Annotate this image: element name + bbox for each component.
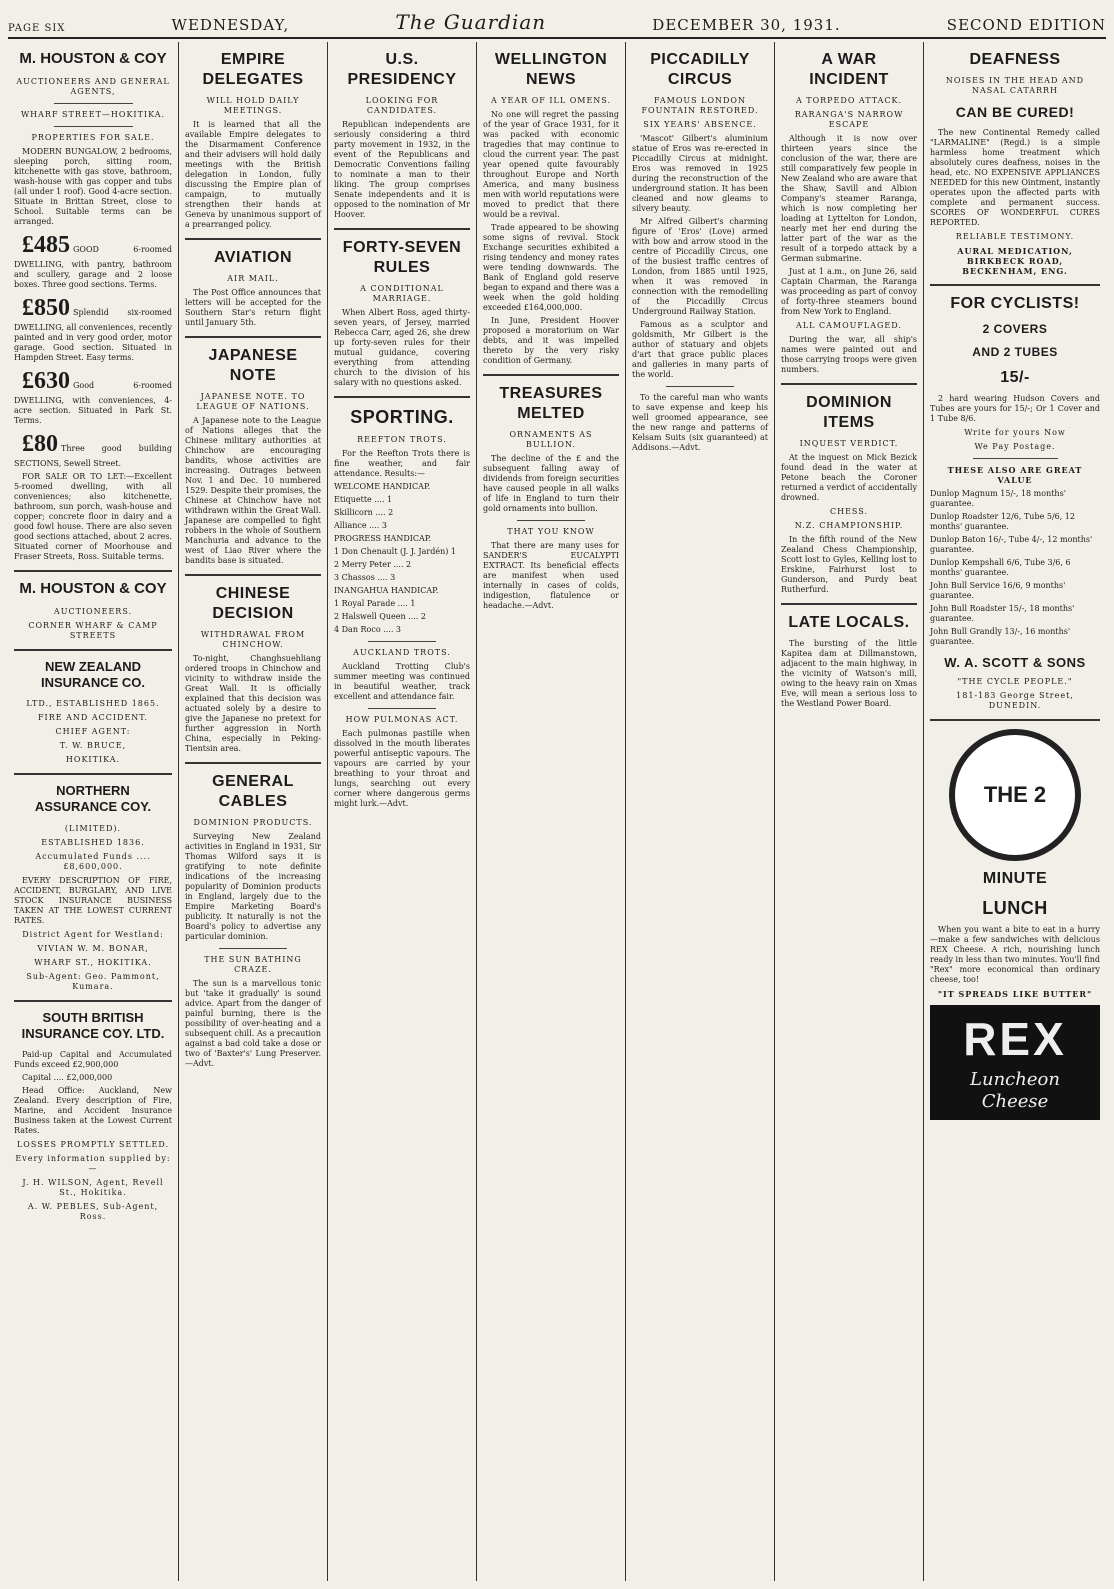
- tyre-item: Dunlop Magnum 15/-, 18 months' guarantee.: [930, 488, 1066, 508]
- article-text: Republican independents are seriously considering a third party movement in 1932, in the event of the Republicans and Democratic Conventions failing to nominate a man to their liking. The group comprises Senate independents and it is opposed to the nomination of Mr Hoover.: [334, 120, 470, 219]
- subhead: N.Z. CHAMPIONSHIP.: [794, 521, 904, 530]
- race-line: Skillicorn .... 2: [334, 507, 394, 517]
- divider: [368, 708, 436, 709]
- subhead: AIR MAIL.: [227, 274, 279, 283]
- subhead: RARANGA'S NARROW ESCAPE: [794, 110, 904, 129]
- scott-sub: "THE CYCLE PEOPLE.": [957, 676, 1073, 686]
- deafness-text: The new Continental Remedy called "LARMALINE" (Regd.) is a simple harmless home treatment which absolutely cures deafness, noises in the head, etc. NO EXPENSIVE APPLIANCES NEEDED for this new Ointment, instantly operates upon the affected parts with complete and permanent success. SCORES OF WONDERFUL CURES REPORTED.: [930, 127, 1100, 227]
- headline: SPORTING.: [350, 407, 454, 427]
- divider: [14, 570, 172, 572]
- column-3: [328, 42, 477, 1581]
- property-text: GOOD 6-roomed DWELLING, with pantry, bathroom and scullery, garage and 2 loose boxes. Three good sections. Terms.: [14, 244, 172, 289]
- column-5: [626, 42, 775, 1581]
- divider: [185, 238, 321, 240]
- firm-name: M. HOUSTON & COY: [19, 579, 167, 597]
- rex-text: When you want a bite to eat in a hurry—make a few sandwiches with delicious REX Cheese. A rich, nourishing lunch ready in less than two minutes. You'll find "Rex" more economical than ordinary cheese, too!: [930, 925, 1100, 985]
- write-now: Write for yours Now: [964, 427, 1066, 437]
- minute-text: MINUTE: [982, 869, 1048, 887]
- north-line: District Agent for Westland:: [22, 929, 164, 939]
- sb-line: J. H. WILSON, Agent, Revell St., Hokitika.: [22, 1178, 164, 1197]
- north-line: Accumulated Funds .... £8,600,000.: [35, 851, 151, 871]
- article-text: A Japanese note to the League of Nations alleges that the Chinese military authorities at Chinchow are encouraging bandits, whose activities are increasing. Outrages between Nov. 1 and Dec. 10 numbered 1529. Despite their promises, the Chinese at Chinchow have not withdrawn within the Great Wall. Japanese are compelled to fight robbers in the whole of Southern Manchuria and advance to the west of Liao River where the bandits base is situated.: [185, 416, 321, 565]
- race-line: 1 Don Chenault (J. J. Jardén) 1: [334, 546, 456, 556]
- article-text: 'Mascot' Gilbert's aluminium statue of Eros was re-erected in Piccadilly Circus at midnight. Eros was removed in 1925 during the reconstruction of the underground station. It has been cleaned and now gleams to silvery beauty.: [632, 134, 768, 213]
- divider: [185, 336, 321, 338]
- column-7: [924, 42, 1106, 1581]
- article-text: Auckland Trotting Club's summer meeting was continued in beautiful weather, track excellent and attendance fair.: [334, 661, 470, 701]
- subhead: CHESS.: [829, 507, 868, 516]
- article-text: The decline of the £ and the subsequent falling away of dividends from foreign securities have caused people in all walks of life in England to turn their gold ornaments into bullion.: [483, 454, 619, 513]
- article-text: During the war, all ship's names were painted out and those carrying troops were given numbers.: [781, 335, 917, 374]
- scott-name: W. A. SCOTT & SONS: [944, 654, 1086, 670]
- sb-line: A. W. PEBLES, Sub-Agent, Ross.: [27, 1202, 159, 1221]
- sb-line: LOSSES PROMPTLY SETTLED.: [16, 1140, 170, 1149]
- firm-line: AUCTIONEERS.: [53, 606, 133, 616]
- masthead-paper: The Guardian: [395, 10, 547, 34]
- property-listing: [14, 429, 172, 469]
- south-british-name: SOUTH BRITISH INSURANCE COY. LTD.: [21, 1009, 165, 1041]
- article-text: To-night, Changhsuehliang ordered troops in Chinchow and vicinity to withdraw inside the Great Wall. It is officially explained that this decision was actuated solely by a desire to give the Japanese no pretext for further aggression in North China, especially in Peking-Tientsin area.: [185, 654, 321, 753]
- subhead: WITHDRAWAL FROM CHINCHOW.: [200, 630, 306, 649]
- race-line: Etiquette .... 1: [334, 494, 393, 504]
- cyclists-headline: FOR CYCLISTS!: [950, 294, 1080, 312]
- masthead-edition: SECOND EDITION: [946, 16, 1106, 34]
- headline: EMPIRE DELEGATES: [202, 51, 304, 88]
- divider: [14, 1000, 172, 1002]
- north-line: EVERY DESCRIPTION OF FIRE, ACCIDENT, BURGLARY, AND LIVE STOCK INSURANCE BUSINESS TAKEN AT THE LOWEST CURRENT RATES.: [14, 875, 172, 925]
- divider: [54, 126, 133, 127]
- divider: [334, 396, 470, 398]
- price: £80: [22, 430, 58, 457]
- rex-logo: [930, 1005, 1100, 1120]
- divider: [185, 574, 321, 576]
- firm-line: AUCTIONEERS AND GENERAL AGENTS,: [16, 76, 170, 96]
- divider: [930, 284, 1100, 286]
- price: £630: [22, 367, 70, 394]
- masthead: [8, 6, 1106, 39]
- article-text: Just at 1 a.m., on June 26, said Captain Charman, the Raranga was proceeding as part of convoy of forty-three steamers bound from New York to England.: [781, 267, 917, 316]
- article-text: The Post Office announces that letters will be accepted for the Southern Star's return flight until January 5th.: [185, 288, 321, 327]
- clock-text: THE 2: [983, 782, 1047, 807]
- subhead: HOW PULMONAS ACT.: [345, 714, 459, 724]
- headline: FORTY-SEVEN RULES: [342, 239, 462, 276]
- tyre-item: John Bull Roadster 15/-, 18 months' guarantee.: [930, 603, 1075, 623]
- firm-line: WHARF STREET—HOKITIKA.: [20, 109, 166, 119]
- rex-brand: REX: [963, 1013, 1067, 1066]
- article-text: The sun is a marvellous tonic but 'take it gradually' is sound advice. Apart from the danger of painful burning, there is the possibility of over-heating and a subsequent chill. As a precaution against a bad cold take a dose or two of 'Baxter's' Lung Preserver.—Advt.: [185, 979, 321, 1068]
- cured-headline: CAN BE CURED!: [955, 104, 1075, 120]
- scott-address: 181-183 George Street, DUNEDIN.: [956, 690, 1074, 710]
- article-text: Although it is now over thirteen years since the conclusion of the war, there are still comparatively few people in New Zealand who are aware that the Shaw, Savill and Albion Company's steamer Raranga, which is now completing her loading at Lyttelton for London, nearly met her end during the latter part of the war as the result of a torpedo attack by a German submarine.: [781, 134, 917, 263]
- sb-line: Head Office: Auckland, New Zealand. Every description of Fire, Marine, and Accident Insurance Business taken at the Lowest Current Rates.: [14, 1086, 172, 1135]
- ins-line: CHIEF AGENT:: [55, 727, 131, 736]
- divider: [368, 641, 436, 642]
- masthead-day: WEDNESDAY,: [171, 16, 290, 34]
- insurance-name: NEW ZEALAND INSURANCE CO.: [40, 658, 145, 690]
- divider: [781, 603, 917, 605]
- ins-line: T. W. BRUCE,: [59, 741, 127, 750]
- article-text: Surveying New Zealand activities in England in 1931, Sir Thomas Wilford says it is gratifying to note definite indications of the increasing popularity of Dominion products in England, largely due to the Empire Marketing Board's publicity. It naturally is not the Board's policy to advertise any particular dominion.: [185, 832, 321, 941]
- column-6: [775, 42, 924, 1581]
- headline: A WAR INCIDENT: [809, 51, 889, 88]
- race-line: INANGAHUA HANDICAP.: [334, 585, 439, 595]
- subhead: SIX YEARS' ABSENCE.: [643, 120, 757, 129]
- north-line: Sub-Agent: Geo. Pammont, Kumara.: [26, 971, 160, 991]
- north-line: WHARF ST., HOKITIKA.: [34, 957, 152, 967]
- property-listing: [14, 293, 172, 363]
- property-text: Good 6-roomed DWELLING, with conveniences, 4-acre section. Situated in Park St. Terms.: [14, 380, 172, 425]
- article-text: Each pulmonas pastille when dissolved in the mouth liberates powerful antiseptic vapours. The vapours are carried by your breathing to your throat and lungs, searching out every corner where dangerous germs might lurk.—Advt.: [334, 728, 470, 808]
- article-text: To the careful man who wants to save expense and keep his well groomed appearance, see the new range and patterns of Kelsam Suits (six guaranteed) at Addisons.—Advt.: [632, 393, 768, 452]
- north-line: VIVIAN W. M. BONAR,: [37, 943, 149, 953]
- reliable: RELIABLE TESTIMONY.: [955, 231, 1075, 241]
- tyre-item: Dunlop Kempshall 6/6, Tube 3/6, 6 months' guarantee.: [930, 557, 1071, 577]
- divider: [54, 103, 133, 104]
- divider: [185, 762, 321, 764]
- cycle-text: 2 hard wearing Hudson Covers and Tubes are yours for 15/-; Or 1 Cover and 1 Tube 8/6.: [930, 393, 1100, 423]
- subhead: DOMINION PRODUCTS.: [193, 818, 313, 827]
- headline: U.S. PRESIDENCY: [347, 51, 457, 88]
- column-4: [477, 42, 626, 1581]
- race-line: 4 Dan Roco .... 3: [334, 624, 401, 634]
- sb-line: Paid-up Capital and Accumulated Funds exceed £2,900,000: [14, 1050, 172, 1069]
- bungalow-text: MODERN BUNGALOW, 2 bedrooms, sleeping porch, sitting room, kitchenette with gas stove, bathroom, wash-house with gas copper and tubs (all under 1 roof). Good 4-acre section. Situate in Brittan Street, close to School. Suitable terms can be arranged.: [14, 146, 172, 226]
- headline: JAPANESE NOTE: [208, 347, 298, 384]
- spreads-text: "IT SPREADS LIKE BUTTER": [937, 989, 1093, 1000]
- divider: [219, 948, 287, 949]
- divider: [483, 374, 619, 376]
- race-line: 2 Halswell Queen .... 2: [334, 611, 426, 621]
- lunch-text: LUNCH: [982, 897, 1048, 918]
- price: £485: [22, 231, 70, 258]
- ins-line: FIRE AND ACCIDENT.: [38, 713, 148, 722]
- firm-name: M. HOUSTON & COY: [19, 50, 167, 67]
- property-listing: [14, 230, 172, 290]
- value-headline: THESE ALSO ARE GREAT VALUE: [947, 464, 1083, 485]
- article-text: Famous as a sculptor and goldsmith, Mr Gilbert is the author of statuary and objets d'art that grace public places and galleries in many parts of the world.: [632, 320, 768, 379]
- divider: [334, 228, 470, 230]
- divider: [973, 458, 1058, 459]
- north-line: (LIMITED).: [64, 823, 122, 833]
- price: £850: [22, 294, 70, 321]
- for-sale-text: FOR SALE OR TO LET:—Excellent 5-roomed dwelling, with all conveniences; also kitchenette, bathroom, sun porch, wash-house and copper; concrete floor in dairy and a good fowl house. There are also seven good sections attached, about 2 acres. Situated corner of Moorhouse and Fraser Streets, Ross. Suitable terms.: [14, 471, 172, 561]
- divider: [666, 386, 734, 387]
- headline: LATE LOCALS.: [788, 614, 910, 631]
- masthead-date: DECEMBER 30, 1931.: [652, 16, 841, 34]
- address: AURAL MEDICATION, BIRKBECK ROAD, BECKENHAM, ENG.: [957, 245, 1073, 276]
- tyre-item: John Bull Service 16/6, 9 months' guarantee.: [930, 580, 1066, 600]
- firm-line: CORNER WHARF & CAMP STREETS: [28, 620, 158, 640]
- postage: We Pay Postage.: [974, 441, 1056, 451]
- subhead: FAMOUS LONDON FOUNTAIN RESTORED.: [641, 96, 759, 115]
- headline: GENERAL CABLES: [212, 773, 294, 810]
- subhead: A YEAR OF ILL OMENS.: [490, 96, 612, 105]
- article-text: The bursting of the little Kapitea dam at Dillmanstown, adjacent to the main highway, in the vicinity of Watson's mill, owing to the heavy rain on Xmas Eve, will mean a serious loss to the Westland Power Board.: [781, 639, 917, 708]
- race-line: PROGRESS HANDICAP.: [334, 533, 432, 543]
- subhead: INQUEST VERDICT.: [799, 439, 899, 448]
- divider: [781, 383, 917, 385]
- subhead: ORNAMENTS AS BULLION.: [509, 430, 593, 449]
- clock-icon: [949, 729, 1081, 861]
- property-listing: [14, 366, 172, 426]
- subhead: LOOKING FOR CANDIDATES.: [365, 96, 439, 115]
- article-text: It is learned that all the available Empire delegates to the Disarmament Conference and their advisers will hold daily meetings with the British delegation in London, fully discussing the Empire plan of campaign, to mutually strengthen their hands at Geneva by unanimous support of a prearranged policy.: [185, 120, 321, 229]
- divider: [14, 773, 172, 775]
- article-text: In June, President Hoover proposed a moratorium on War debts, and it was impelled thereto by the very risky condition of Germany.: [483, 316, 619, 365]
- firm-line: PROPERTIES FOR SALE.: [31, 132, 155, 142]
- article-text: Trade appeared to be showing some signs of revival. Stock Exchange securities exhibited a rising tendency and money rates were tending downwards. The Bank of England gold reserve began to expand and there was a week when the gold holding exceeded £164,000,000.: [483, 223, 619, 312]
- article-text: In the fifth round of the New Zealand Chess Championship, Scott lost to Gyles, Kelling lost to Erskine, Fairhurst lost to Gunderson, and Purdy beat Rutherfurd.: [781, 535, 917, 594]
- headline: WELLINGTON NEWS: [494, 51, 608, 88]
- article-text: Mr Alfred Gilbert's charming figure of 'Eros' (Love) armed with bow and arrow stood in the centre of Piccadilly Circus, one of the busiest traffic centres of London, from 1885 until 1925, when it was removed in connection with the remodelling of the Piccadilly Circus Underground Railway Station.: [632, 217, 768, 316]
- subhead: THE SUN BATHING CRAZE.: [204, 955, 302, 974]
- subhead: ALL CAMOUFLAGED.: [796, 321, 902, 330]
- property-text: Three good building SECTIONS, Sewell Street.: [14, 443, 172, 468]
- divider: [930, 719, 1100, 721]
- article-text: That there are many uses for SANDER'S EUCALYPTI EXTRACT. Its beneficial effects are manifest when used internally in cases of colds, indigestion, flatulence or headache.—Advt.: [483, 541, 619, 610]
- subhead: A CONDITIONAL MARRIAGE.: [360, 284, 444, 303]
- tyre-item: John Bull Grandly 13/-, 16 months' guarantee.: [930, 626, 1071, 646]
- north-line: ESTABLISHED 1836.: [41, 837, 145, 847]
- deafness-sub: NOISES IN THE HEAD AND NASAL CATARRH: [945, 76, 1085, 95]
- page-number: PAGE SIX: [8, 23, 66, 34]
- subhead: WILL HOLD DAILY MEETINGS.: [206, 96, 300, 115]
- headline: PICCADILLY CIRCUS: [650, 51, 750, 88]
- headline: AVIATION: [213, 249, 293, 266]
- article-text: No one will regret the passing of the year of Grace 1931, for it was packed with economic tragedies that may continue to cloud the current year. The past year opened quite favourably throughout Europe and North America, and many business men with world reputations were moved to predict that there would be a revival.: [483, 110, 619, 219]
- northern-name: NORTHERN ASSURANCE COY.: [34, 783, 152, 815]
- subhead: AUCKLAND TROTS.: [353, 647, 451, 657]
- subhead: JAPANESE NOTE. TO LEAGUE OF NATIONS.: [196, 392, 310, 411]
- race-line: 1 Royal Parade .... 1: [334, 598, 416, 608]
- tubes: AND 2 TUBES: [972, 344, 1058, 359]
- subhead: A TORPEDO ATTACK.: [795, 96, 903, 105]
- subhead: THAT YOU KNOW: [507, 527, 595, 536]
- column-2: [179, 42, 328, 1581]
- race-line: Alliance .... 3: [334, 520, 387, 530]
- race-line: 3 Chassos .... 3: [334, 572, 396, 582]
- column-1: [8, 42, 179, 1581]
- headline: CHINESE DECISION: [212, 585, 294, 622]
- deafness-headline: DEAFNESS: [969, 51, 1061, 68]
- property-text: Splendid six-roomed DWELLING, all conveniences, recently painted and in very good order, motor garage. Good section. Situated in Hampden Street. Easy terms.: [14, 307, 172, 362]
- article-text: When Albert Ross, aged thirty-seven years, of Jersey, married Rebecca Carr, aged 26, she drew up forty-seven rules for their mutual guidance, covering everything from attending church to the division of his salary with no questions asked.: [334, 308, 470, 387]
- rex-product: Luncheon Cheese: [970, 1068, 1060, 1113]
- cycle-price: 15/-: [1000, 368, 1030, 386]
- headline: DOMINION ITEMS: [806, 394, 892, 431]
- headline: TREASURES MELTED: [499, 385, 603, 422]
- tyre-item: Dunlop Roadster 12/6, Tube 5/6, 12 months' guarantee.: [930, 511, 1075, 531]
- sb-line: Every information supplied by:—: [15, 1154, 171, 1173]
- covers: 2 COVERS: [982, 321, 1048, 336]
- subhead: REEFTON TROTS.: [357, 434, 447, 444]
- ins-line: LTD., ESTABLISHED 1865.: [26, 699, 160, 708]
- article-text: For the Reefton Trots there is fine weather, and fair attendance. Results:—: [334, 448, 470, 478]
- divider: [517, 520, 585, 521]
- tyre-item: Dunlop Baton 16/-, Tube 4/-, 12 months' guarantee.: [930, 534, 1093, 554]
- divider: [14, 649, 172, 651]
- ins-line: HOKITIKA.: [65, 755, 121, 764]
- race-line: WELCOME HANDICAP.: [334, 481, 431, 491]
- sb-line: Capital .... £2,000,000: [22, 1073, 113, 1082]
- race-line: 2 Merry Peter .... 2: [334, 559, 412, 569]
- article-text: At the inquest on Mick Bezick found dead in the water at Petone beach the Coroner returned a verdict of accidentally drowned.: [781, 453, 917, 502]
